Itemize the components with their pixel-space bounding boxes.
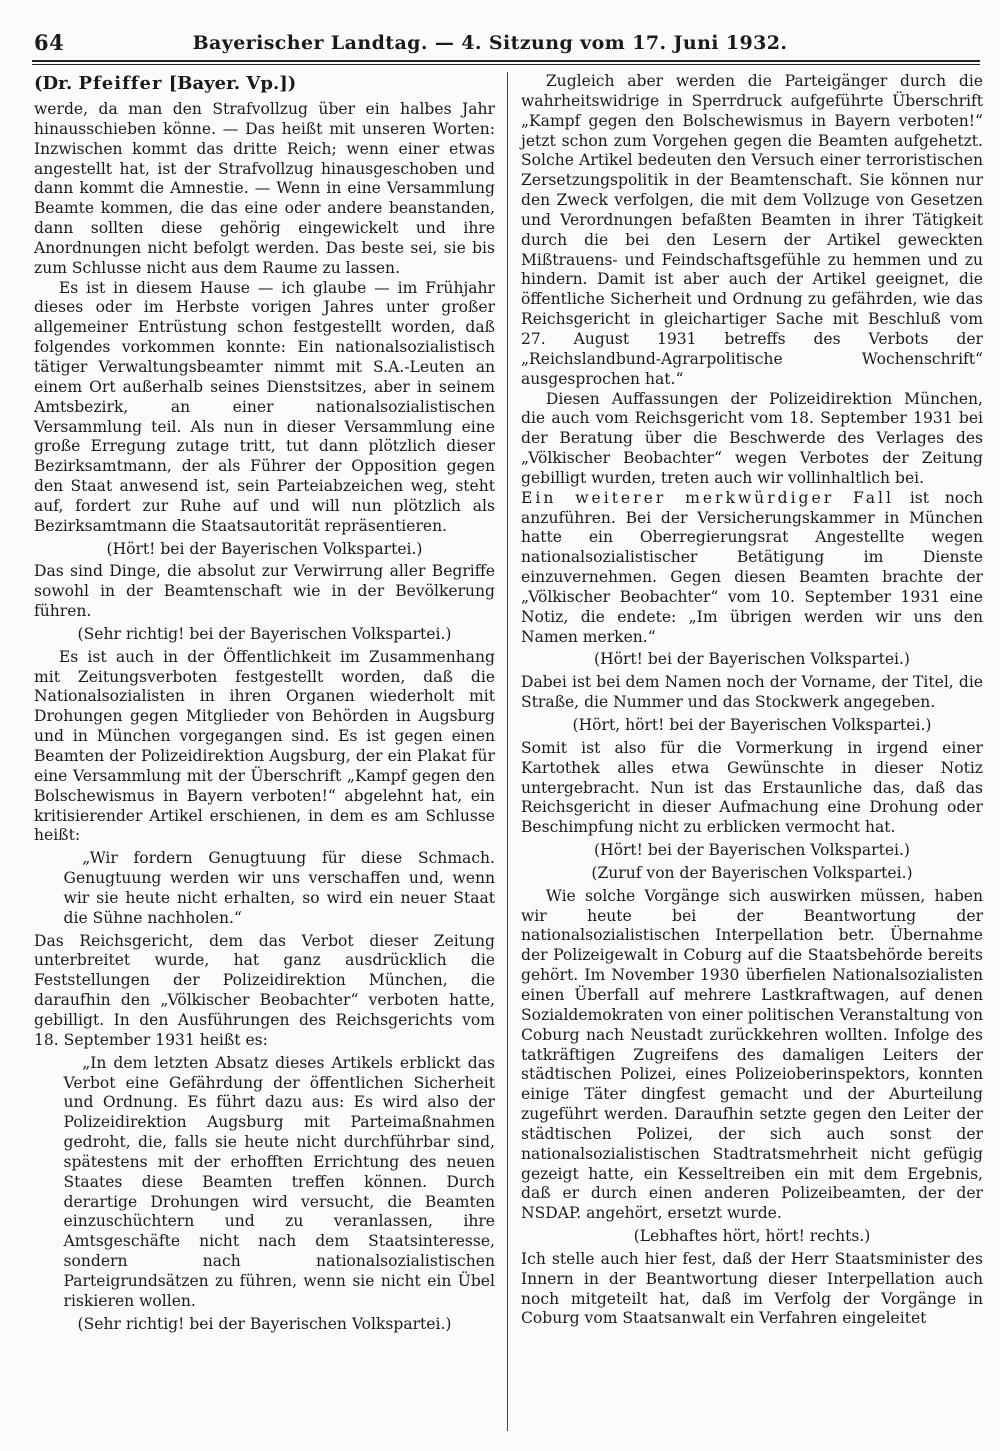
paragraph: Diesen Auffassungen der Polizeidirektion München, die auch vom Reichsgericht vom 18. September 1931 bei der Beratung über die Beschwerde des Verlages des „Völkischer Beobachter“ wegen Verbotes der Zeitung gebilligt wurden, treten auch wir vollinhaltlich bei. — [521, 389, 983, 487]
paragraph: Das sind Dinge, die absolut zur Verwirrung aller Begriffe sowohl in der Beamtenschaft wie in der Bevölkerung führen. — [34, 562, 495, 621]
paragraph: Ich stelle auch hier fest, daß der Herr Staatsminister des Innern in der Beantwortung dieser Interpellation auch noch mitgeteilt hat, daß im Verfolg der Vorgänge in Coburg vom Staatsanwalt ein Verfahren eingeleitet — [521, 1249, 983, 1328]
quotation: „Wir fordern Genugtuung für diese Schmach. Genugtuung werden wir uns verschaffen und, wenn wir sie heute nicht erhalten, so wird ein neuer Staat die Sühne nachholen.“ — [63, 849, 495, 927]
header-rule — [32, 60, 980, 65]
paragraph: Wie solche Vorgänge sich auswirken müssen, haben wir heute bei der Beantwortung der nationalsozialistischen Interpellation betr. Übernahme der Polizeigewalt in Coburg auf die Staatsbehörde bereits gehört. Im November 1930 überfielen Nationalsozialisten einen Überfall auf mehrere Lastkraftwagen, auf denen Sozialdemokraten von einer politischen Veranstaltung von Coburg nach Neustadt zurückkehren wollten. Infolge des tatkräftigen Zugreifens des damaligen Leiters der städtischen Polizei, eines Polizeioberinspektors, konnten einige Täter dingfest gemacht und der Aburteilung zugeführt werden. Daraufhin setzte gegen den Leiter der städtischen Polizei, der sich auch sonst der nationalsozialistischen Stadtratsmehrheit nicht gefügig gezeigt hatte, ein Kesseltreiben ein mit dem Ergebnis, daß er durch einen anderen Polizeibeamten, der der NSDAP. angehört, ersetzt wurde. — [521, 886, 983, 1223]
speaker-name: Pfeiffer — [78, 73, 163, 94]
paragraph: Somit ist also für die Vormerkung in irgend einer Kartothek alles etwa Gewünschte in dieser Notiz untergebracht. Nun ist das Erstaunliche das, daß das Reichsgericht in dieser Aufmachung eine Drohung oder Beschimpfung nicht zu erblicken vermocht hat. — [521, 738, 983, 837]
speaker-open: (Dr. — [34, 73, 79, 94]
paragraph: Das Reichsgericht, dem das Verbot dieser Zeitung unterbreitet wurde, hat ganz ausdrücklich die Feststellungen der Polizeidirektion München, die daraufhin den „Völkischer Beobachter“ verboten hatte, gebilligt. In den Ausführungen des Reichsgerichts vom 18. September 1931 heißt es: — [34, 931, 495, 1049]
paragraph: Zugleich aber werden die Parteigänger durch die wahrheitswidrige in Sperrdruck aufgeführte Überschrift „Kampf gegen den Bolschewismus in Bayern verboten!“ jetzt schon zum Vorgehen gegen die Beamten aufgehetzt. Solche Artikel bedeuten den Versuch einer terroristischen Zersetzungspolitik in der Beamtenschaft. Sie können nur den Zweck verfolgen, die mit dem Vollzuge von Gesetzen und Verordnungen befaßten Beamten in ihrer Tätigkeit durch die bei den Lesern der Artikel geweckten Mißtrauens- und Feindschaftsgefühle zu hemmen und zu hindern. Damit ist aber auch der Artikel geeignet, die öffentliche Sicherheit und Ordnung zu gefährden, wie das Reichsgericht in gleichartiger Sache mit Beschluß vom 27. August 1931 betreffs des Verbots der „Reichslandbund-Agrarpolitische Wochenschrift“ ausgesprochen hat.“ — [521, 72, 983, 388]
interjection: (Zuruf von der Bayerischen Volkspartei.) — [591, 863, 913, 882]
page-number: 64 — [34, 30, 65, 55]
interjection: (Hört, hört! bei der Bayerischen Volkspartei.) — [572, 716, 932, 734]
speaker-heading — [34, 72, 495, 96]
emphasized-phrase: Ein weiterer merkwürdiger Fall — [521, 488, 894, 507]
interjection: (Lebhaftes hört, hört! rechts.) — [633, 1227, 871, 1246]
paragraph: Es ist auch in der Öffentlichkeit im Zusammenhang mit Zeitungsverboten festgestellt worden, daß die Nationalsozialisten in ihren Organen wiederholt mit Drohungen gegen Mitglieder von Behörden in Augsburg und in München vorgegangen sind. Es ist gegen einen Beamten der Polizeidirektion Augsburg, der ein Plakat für eine Versammlung mit der Überschrift „Kampf gegen den Bolschewismus in Bayern verboten!“ abgelehnt hat, ein kritisierender Artikel erschienen, in dem es am Schlusse heißt: — [34, 647, 495, 845]
paragraph: werde, da man den Strafvollzug über ein halbes Jahr hinausschieben könne. — Das heißt mit unseren Worten: Inzwischen kommt das dritte Reich; wenn einer etwas angestellt hat, ist der Strafvollzug hinausgeschoben und dann kommt die Amnestie. — Wenn in eine Versammlung Beamte kommen, die das eine oder andere beanstanden, dann sollten diese gehörig eingewickelt und ihre Anordnungen nicht befolgt werden. Das beste sei, sie bis zum Schlusse nicht aus dem Raume zu lassen. — [34, 100, 495, 277]
column-divider — [507, 72, 508, 1431]
interjection: (Sehr richtig! bei der Bayerischen Volkspartei.) — [77, 1314, 452, 1333]
paragraph-text: ist noch anzuführen. Bei der Versicherungskammer in München hatte ein Oberregierungsrat Angestellte wegen nationalsozialistischer Betätigung im Dienste einzuvernehmen. Gegen diesen Beamten brachte der „Völkischer Beobachter“ vom 10. September 1931 eine Notiz, die endete: „Im übrigen werden wir uns den Namen merken.“ — [521, 488, 983, 646]
interjection: (Hört! bei der Bayerischen Volkspartei.) — [594, 841, 910, 860]
interjection: (Hört! bei der Bayerischen Volkspartei.) — [594, 650, 910, 669]
right-column — [521, 72, 983, 1329]
left-column — [34, 72, 495, 1337]
quotation: „In dem letzten Absatz dieses Artikels erblickt das Verbot eine Gefährdung der öffentlichen Sicherheit und Ordnung. Es führt dazu aus: Es wird also der Polizeidirektion Augsburg mit Parteimaßnahmen gedroht, die, falls sie heute nicht durchführbar sind, spätestens mit der erhofften Errichtung des neuen Staates diese Beamten treffen können. Durch derartige Drohungen wird versucht, die Beamten einzuschüchtern und zu veranlassen, ihre Amtsgeschäfte nicht nach dem Staatsinteresse, sondern nach nationalsozialistischen Parteigrundsätzen zu führen, wenn sie nicht ein Übel riskieren wollen. — [63, 1053, 495, 1310]
running-title: Bayerischer Landtag. — 4. Sitzung vom 17. Juni 1932. — [192, 32, 788, 54]
interjection: (Hört! bei der Bayerischen Volkspartei.) — [106, 539, 423, 558]
paragraph: Es ist in diesem Hause — ich glaube — im Frühjahr dieses oder im Herbste vorigen Jahres unter großer allgemeiner Entrüstung schon festgestellt worden, daß folgendes vorkommen konnte: Ein nationalsozialistisch tätiger Verwaltungsbeamter nimmt mit S.A.-Leuten an einem Ort außerhalb seines Dienstsitzes, aber in seinem Amtsbezirk, an einer nationalsozialistischen Versammlung teil. Als nun in dieser Versammlung eine große Erregung zutage tritt, tut dann plötzlich dieser Bezirksamtmann, der als Führer der Opposition gegen den Staat anwesend ist, sein Parteiabzeichen weg, steht auf, fordert zur Ruhe auf und will nun plötzlich als Bezirksamtmann die Staatsautorität repräsentieren. — [34, 278, 495, 535]
speaker-party: [Bayer. Vp.]) — [162, 73, 297, 94]
paragraph — [521, 489, 983, 648]
interjection: (Sehr richtig! bei der Bayerischen Volkspartei.) — [77, 624, 452, 643]
paragraph: Dabei ist bei dem Namen noch der Vorname, der Titel, die Straße, die Nummer und das Stockwerk angegeben. — [521, 673, 983, 712]
